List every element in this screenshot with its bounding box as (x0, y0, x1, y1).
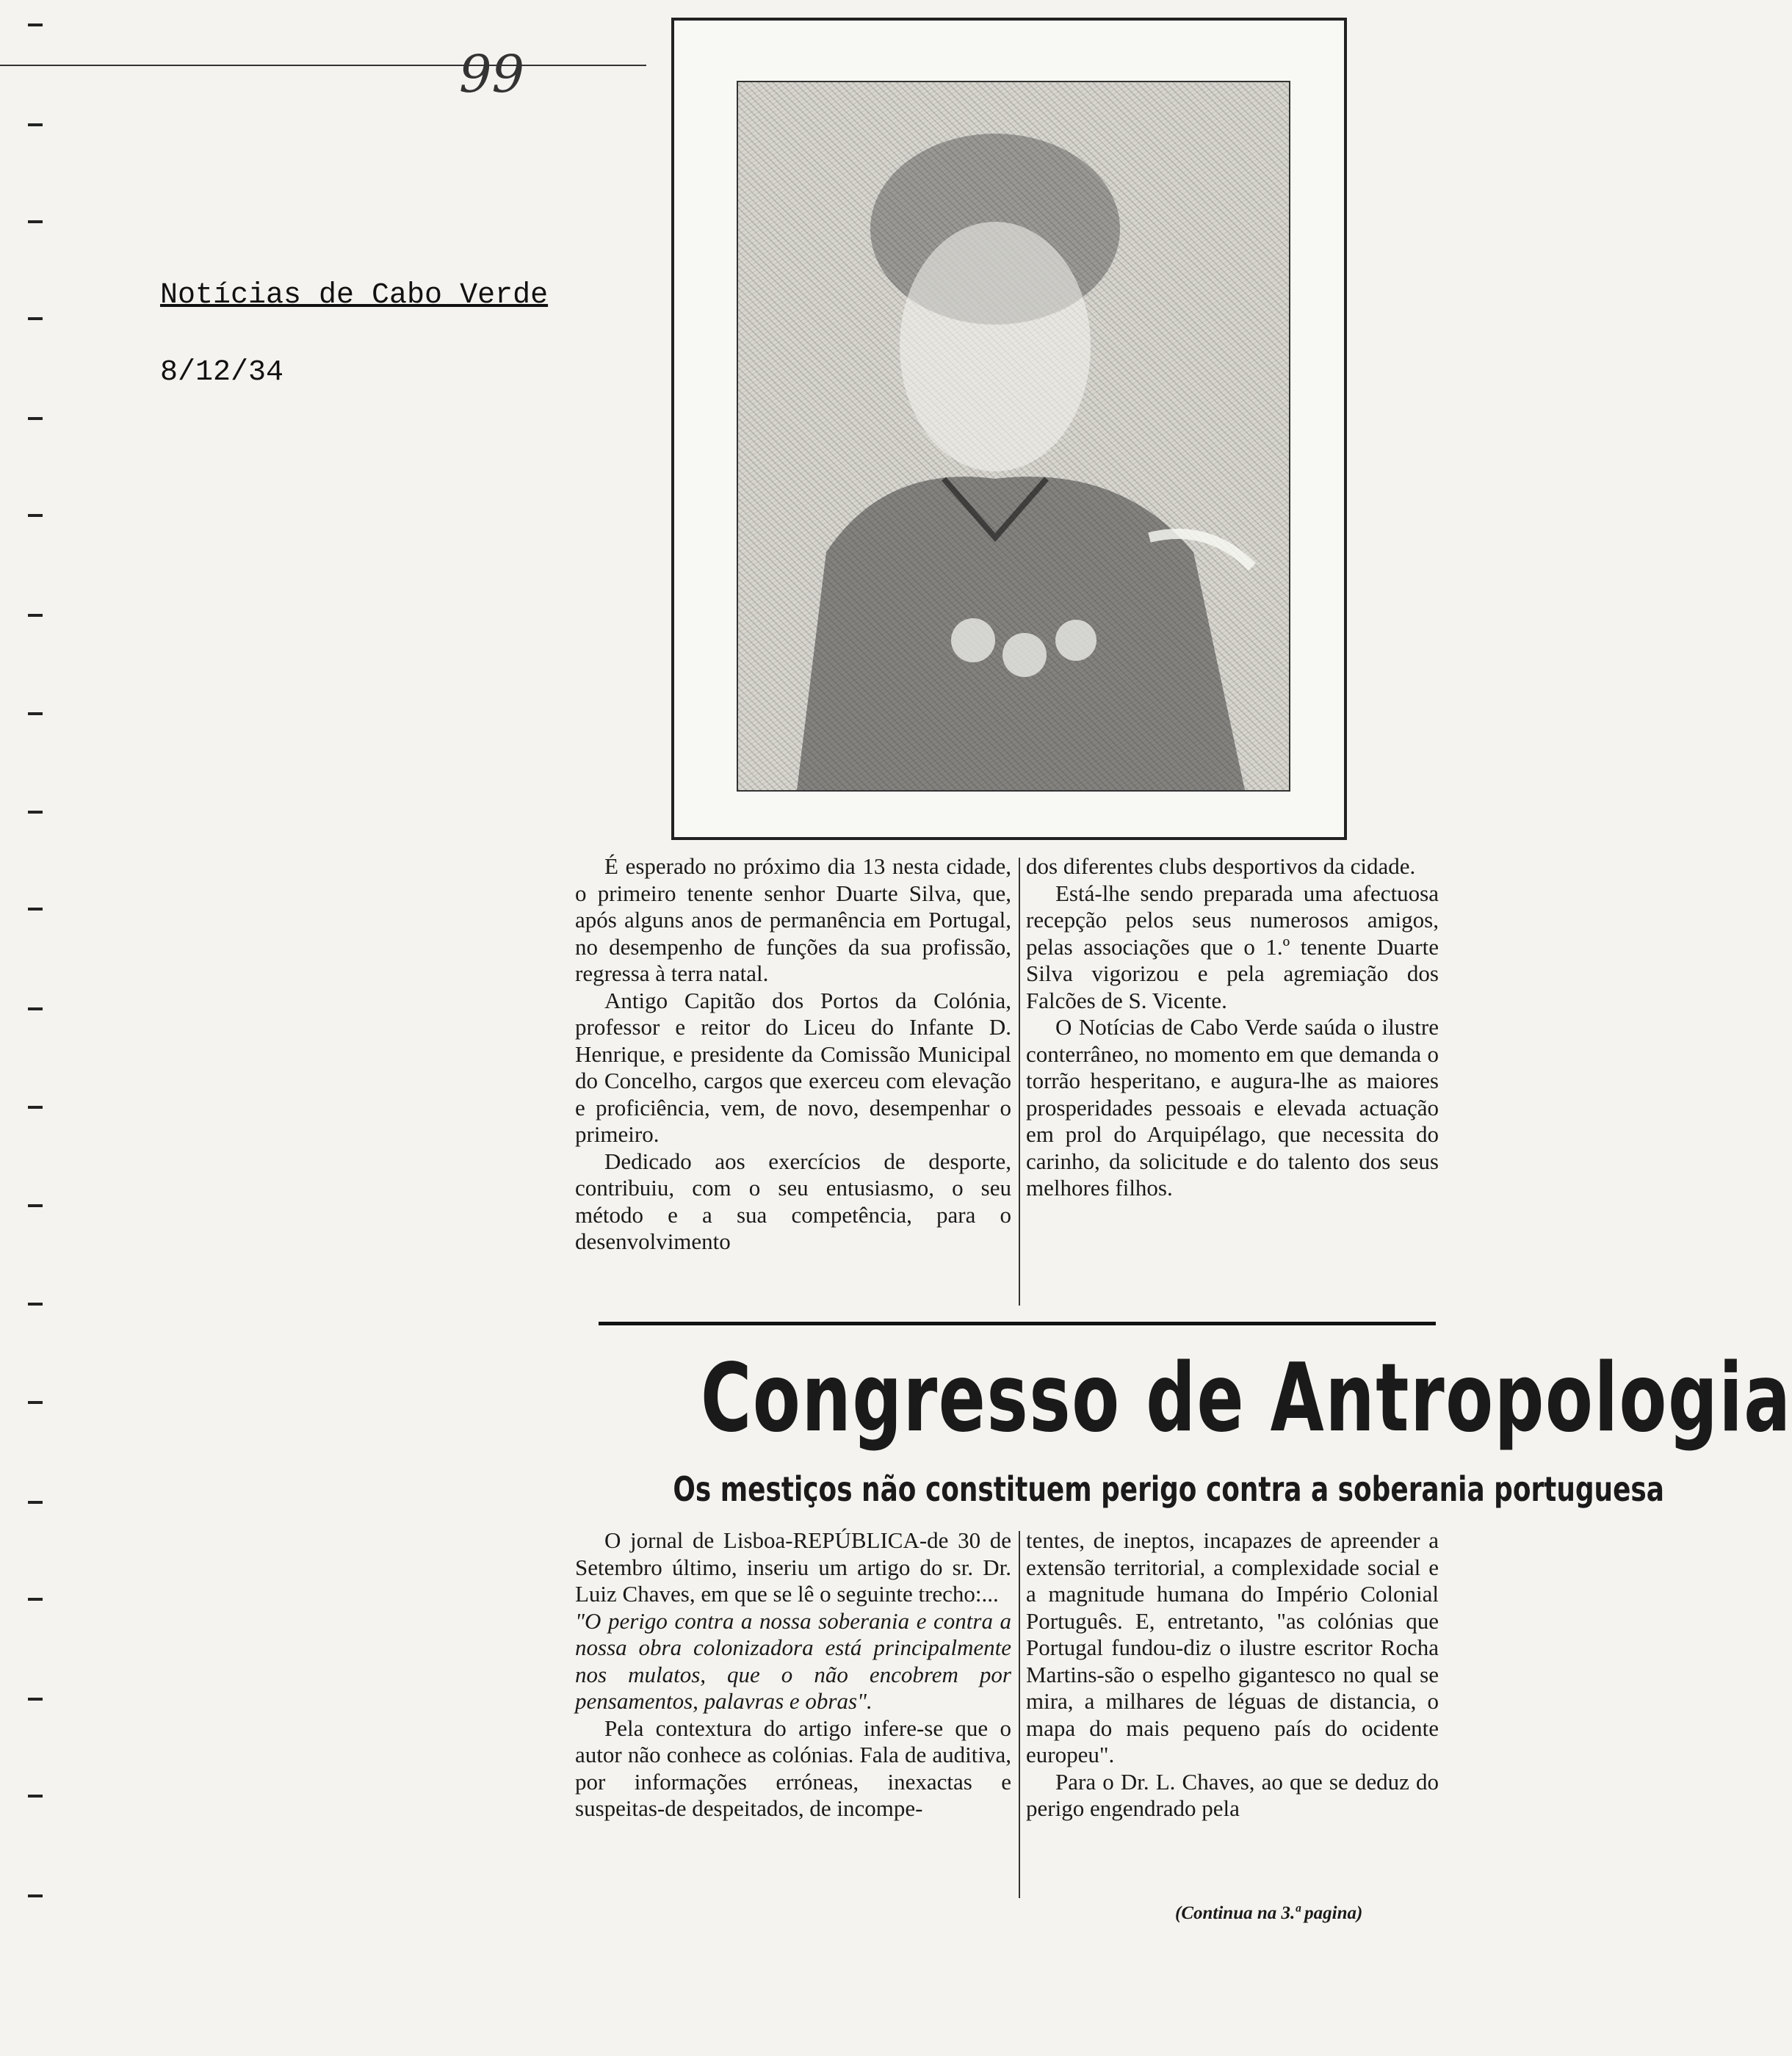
column-divider (1019, 1531, 1020, 1898)
article1-paragraph: Antigo Capitão dos Portos da Colónia, professor e reitor do Liceu do Infante D. Henrique, e presidente da Comissão Municipal do Concelho, cargos que exerceu com elevação e proficiência, vem, de novo, desempenhar o primeiro. (575, 987, 1011, 1147)
article1-paragraph: É esperado no próximo dia 13 nesta cidade, o primeiro tenente senhor Duarte Silva, que, após alguns anos de permanência em Portugal, no desempenho de funções da sua profissão, regressa à terra natal. (575, 853, 1011, 986)
portrait-frame (671, 18, 1347, 840)
continuation-note: (Continua na 3.ª pagina) (1175, 1903, 1363, 1923)
article1-right-column (1026, 853, 1439, 1202)
article1-paragraph: Está-lhe sendo preparada uma afectuosa recepção pelos seus numerosos amigos, pelas associações que o 1.º tenente Duarte Silva vigorizou e pela agremiação dos Falcões de S. Vicente. (1026, 880, 1439, 1013)
article2-paragraph: Pela contextura do artigo infere-se que o autor não conhece as colónias. Fala de auditiva, por informações erróneas, inexactas e suspeitas-de despeitados, de incompe- (575, 1715, 1011, 1821)
portrait-photo (737, 81, 1290, 792)
article2-left-column (575, 1527, 1011, 1822)
subheadline: Os mestiços não constituem perigo contra a soberania portuguesa (673, 1469, 1665, 1509)
article2-paragraph: Para o Dr. L. Chaves, ao que se deduz do perigo engendrado pela (1026, 1768, 1439, 1821)
top-rule (0, 65, 646, 66)
column-divider (1019, 858, 1020, 1306)
date-label: 8/12/34 (160, 356, 284, 389)
page-number: 99 (459, 44, 525, 104)
article2-paragraph: tentes, de ineptos, incapazes de apreender a extensão territorial, a complexidade social e a magnitude humana do Império Colonial Português. E, entretanto, "as colónias que Portugal fundou-diz o ilustre escritor Rocha Martins-são o espelho gigantesco no qual se mira, a milhares de léguas de distancia, o mapa do mais pequeno país do ocidente europeu". (1026, 1527, 1439, 1767)
article1-paragraph: Dedicado aos exercícios de desporte, contribuiu, com o seu entusiasmo, o seu método e a sua competência, para o desenvolvimento (575, 1148, 1011, 1254)
article1-left-column (575, 853, 1011, 1256)
article2-quote: "O perigo contra a nossa soberania e contra a nossa obra colonizadora está principalmente nos mulatos, que o não encobrem por pensamentos, palavras e obras". (575, 1607, 1011, 1714)
article2-right-column (1026, 1527, 1439, 1822)
section-rule (599, 1322, 1436, 1325)
headline: Congresso de Antropologia (701, 1344, 1792, 1453)
portrait-figure (738, 82, 1289, 790)
article1-paragraph: O Notícias de Cabo Verde saúda o ilustre conterrâneo, no momento em que demanda o torrão hesperitano, e augura-lhe as maiores prosperidades pessoais e elevada actuação em prol do Arquipélago, que necessita do carinho, da solicitude e do talento dos seus melhores filhos. (1026, 1014, 1439, 1201)
article2-paragraph: O jornal de Lisboa-REPÚBLICA-de 30 de Setembro último, inseriu um artigo do sr. Dr. Luiz Chaves, em que se lê o seguinte trecho:... (575, 1527, 1011, 1607)
article1-paragraph: dos diferentes clubs desportivos da cidade. (1026, 853, 1416, 879)
source-label: Notícias de Cabo Verde (160, 279, 549, 312)
